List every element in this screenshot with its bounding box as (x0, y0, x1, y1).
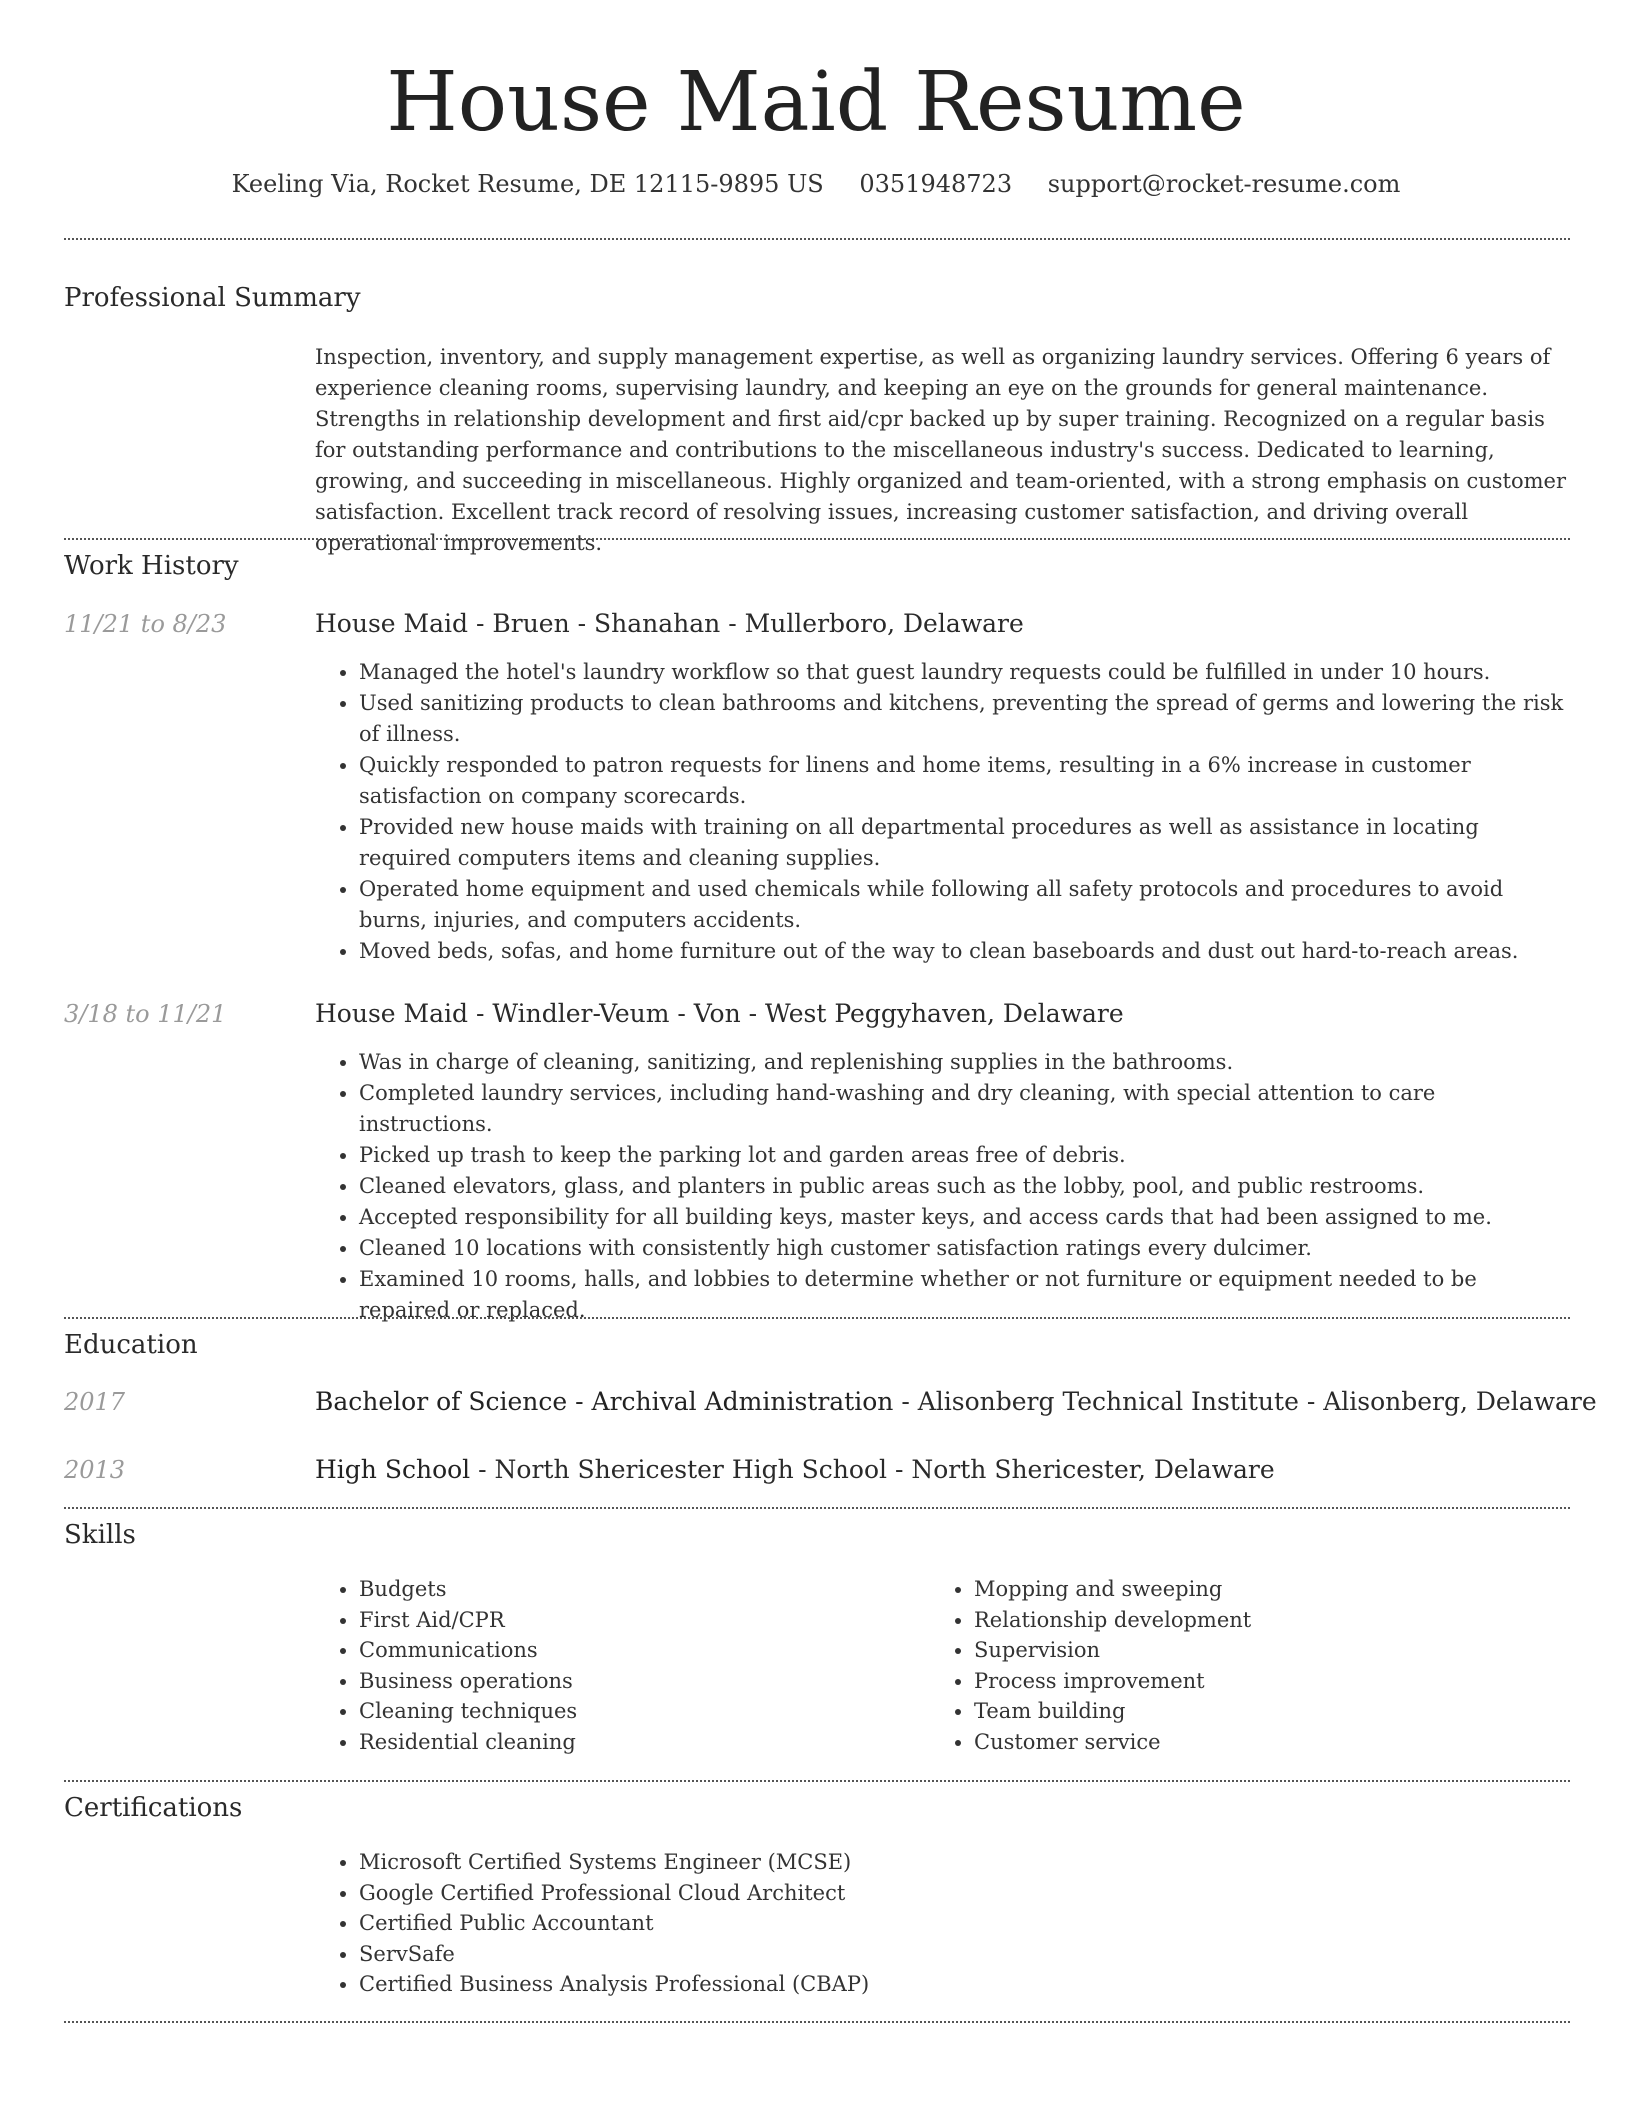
section-title-education: Education (64, 1330, 198, 1360)
list-item: • Supervision (974, 1635, 1251, 1666)
section-title-summary: Professional Summary (64, 283, 361, 313)
job-bullets (315, 657, 1570, 967)
education-degree: High School (315, 1455, 471, 1484)
list-item: • Accepted responsibility for all building keys, master keys, and access cards that had been assigned to me. (359, 1202, 1570, 1233)
list-item: • Business operations (359, 1666, 577, 1697)
resume-title: House Maid Resume (386, 55, 1246, 150)
education-year: 2013 (64, 1456, 126, 1484)
list-item: • Process improvement (974, 1666, 1251, 1697)
skills-list-right (930, 1574, 1251, 1757)
list-item: • Certified Public Accountant (359, 1908, 869, 1939)
job-bullets (315, 1047, 1570, 1326)
list-item: • Moved beds, sofas, and home furniture out of the way to clean baseboards and dust out hard-to-reach areas. (359, 936, 1570, 967)
list-item: • ServSafe (359, 1939, 869, 1970)
education-entry (315, 1454, 1275, 1486)
divider (64, 2021, 1570, 2023)
contact-phone: 0351948723 (859, 170, 1013, 198)
list-item: • Certified Business Analysis Professional (CBAP) (359, 1969, 869, 2000)
list-item: • Completed laundry services, including hand-washing and dry cleaning, with special attention to care instructions. (359, 1078, 1570, 1140)
section-title-certifications: Certifications (64, 1793, 243, 1823)
list-item: • Cleaned 10 locations with consistently high customer satisfaction ratings every dulcimer. (359, 1233, 1570, 1264)
contact-line (0, 168, 1632, 200)
list-item: • Cleaning techniques (359, 1696, 577, 1727)
list-item: • Provided new house maids with training on all departmental procedures as well as assistance in locating required computers items and cleaning supplies. (359, 812, 1570, 874)
list-item: • Budgets (359, 1574, 577, 1605)
list-item: • Team building (974, 1696, 1251, 1727)
list-item: • Google Certified Professional Cloud Architect (359, 1878, 869, 1909)
list-item: • Picked up trash to keep the parking lot and garden areas free of debris. (359, 1140, 1570, 1171)
contact-address: Keeling Via, Rocket Resume, DE 12115-9895 US (231, 170, 824, 198)
list-item: • Managed the hotel's laundry workflow so that guest laundry requests could be fulfilled in under 10 hours. (359, 657, 1570, 688)
education-degree: Bachelor of Science - Archival Administration (315, 1387, 894, 1416)
list-item: • First Aid/CPR (359, 1605, 577, 1636)
section-title-work: Work History (64, 551, 239, 581)
divider (64, 1507, 1570, 1509)
list-item: • Cleaned elevators, glass, and planters in public areas such as the lobby, pool, and public restrooms. (359, 1171, 1570, 1202)
list-item: • Used sanitizing products to clean bathrooms and kitchens, preventing the spread of germs and lowering the risk of illness. (359, 688, 1570, 750)
list-item: • Residential cleaning (359, 1727, 577, 1758)
divider (64, 1780, 1570, 1782)
education-year: 2017 (64, 1388, 126, 1416)
job-title: House Maid - Bruen - Shanahan - Mullerboro, Delaware (315, 609, 1024, 638)
list-item: • Quickly responded to patron requests for linens and home items, resulting in a 6% increase in customer satisfaction on company scorecards. (359, 750, 1570, 812)
job-title: House Maid - Windler-Veum - Von - West Peggyhaven, Delaware (315, 999, 1124, 1028)
list-item: • Operated home equipment and used chemicals while following all safety protocols and procedures to avoid burns, injuries, and computers accidents. (359, 874, 1570, 936)
summary-text: Inspection, inventory, and supply management expertise, as well as organizing laundry services. Offering 6 years of experience cleaning rooms, supervising laundry, and keeping an eye on the grounds for general maintenance. Strengths in relationship development and first aid/cpr backed up by super training. Recognized on a regular basis for outstanding performance and contributions to the miscellaneous industry's success. Dedicated to learning, growing, and succeeding in miscellaneous. Highly organized and team-oriented, with a strong emphasis on customer satisfaction. Excellent track record of resolving issues, increasing customer satisfaction, and driving overall operational improvements. (315, 345, 1567, 555)
list-item: • Customer service (974, 1727, 1251, 1758)
list-item: • Examined 10 rooms, halls, and lobbies to determine whether or not furniture or equipment needed to be repaired or replaced. (359, 1264, 1570, 1326)
divider (64, 238, 1570, 240)
job-dates: 3/18 to 11/21 (64, 1000, 227, 1028)
skills-list-left (315, 1574, 577, 1757)
certifications-list (315, 1847, 869, 2000)
divider (64, 1317, 1570, 1319)
list-item: • Relationship development (974, 1605, 1251, 1636)
divider (64, 538, 1570, 540)
list-item: • Was in charge of cleaning, sanitizing, and replenishing supplies in the bathrooms. (359, 1047, 1570, 1078)
education-school: - North Shericester High School - North Shericester, Delaware (470, 1455, 1275, 1484)
list-item: • Mopping and sweeping (974, 1574, 1251, 1605)
list-item: • Microsoft Certified Systems Engineer (MCSE) (359, 1847, 869, 1878)
contact-email: support@rocket-resume.com (1047, 170, 1401, 198)
list-item: • Communications (359, 1635, 577, 1666)
education-school: - Alisonberg Technical Institute - Alisonberg, Delaware (893, 1387, 1597, 1416)
education-entry (315, 1386, 1597, 1418)
job-dates: 11/21 to 8/23 (64, 610, 227, 638)
section-title-skills: Skills (64, 1520, 136, 1550)
